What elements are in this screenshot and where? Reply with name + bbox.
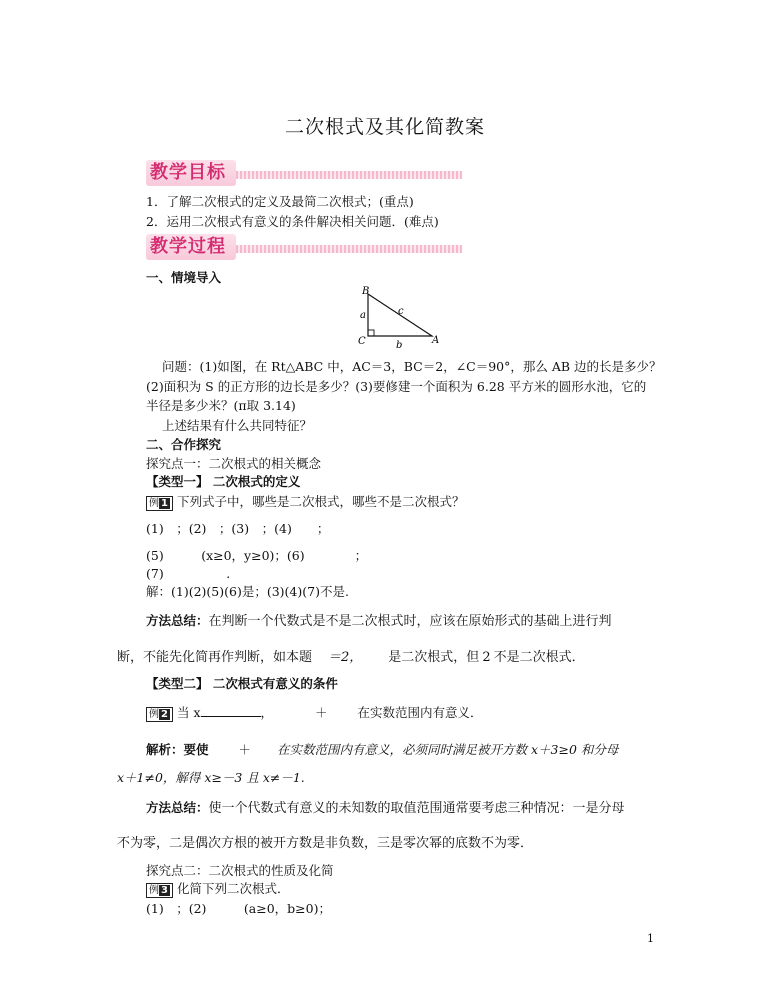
example-1: 例 1 下列式子中，哪些是二次根式，哪些不是二次根式？	[146, 492, 464, 511]
goal-item: 1．了解二次根式的定义及最简二次根式；(重点)	[146, 194, 414, 209]
type-heading: 【类型二】 二次根式有意义的条件	[146, 676, 338, 691]
method-summary: 方法总结：在判断一个代数式是不是二次根式时，应该在原始形式的基础上进行判	[146, 613, 612, 629]
explore-point: 探究点二：二次根式的性质及化简	[146, 863, 334, 878]
banner-stripe	[232, 245, 462, 253]
question-text: 上述结果有什么共同特征？	[162, 418, 313, 433]
example-badge: 例 2	[146, 707, 173, 722]
page-title: 二次根式及其化简教案	[284, 116, 485, 138]
example-2: 例 2 当 x ， ＋ 在实数范围内有意义．	[146, 703, 483, 722]
banner-label: 教学目标	[146, 160, 236, 186]
banner-stripe	[232, 171, 462, 179]
vertex-label-b: B	[362, 286, 370, 297]
method-summary-cont: 不为零，二是偶次方根的被开方数是非负数，三是零次幂的底数不为零．	[117, 836, 534, 851]
section-banner-goals	[146, 160, 462, 186]
right-angle-mark	[368, 330, 374, 336]
section-heading: 一、情境导入	[146, 270, 222, 285]
example-items: (7) .	[146, 566, 231, 581]
answer-text: 解：(1)(2)(5)(6)是；(3)(4)(7)不是.	[146, 584, 349, 599]
page-number: 1	[647, 932, 654, 945]
answer-blank	[201, 705, 261, 717]
type-heading: 【类型一】 二次根式的定义	[146, 474, 301, 489]
goal-item: 2．运用二次根式有意义的条件解决相关问题．(难点)	[146, 214, 439, 229]
analysis-text-cont: x＋1≠0，解得 x≥－3 且 x≠－1.	[117, 770, 305, 785]
method-summary-cont: 断，不能先化简再作判断，如本题 ＝2， 是二次根式，但 2 不是二次根式．	[117, 650, 585, 665]
problem-text: 问题：(1)如图，在 Rt△ABC 中，AC＝3，BC＝2，∠C＝90°，那么 AB 边的长是多少？	[162, 359, 662, 374]
analysis-text: 解析：要使 ＋ 在实数范围内有意义，必须同时满足被开方数 x＋3≥0 和分母	[146, 742, 619, 757]
section-heading: 二、合作探究	[146, 437, 222, 452]
side-label-a: a	[360, 310, 366, 321]
banner-label: 教学过程	[146, 234, 236, 260]
problem-text: 半径是多少米？(π取 3.14)	[146, 398, 296, 413]
method-summary: 方法总结：使一个代数式有意义的未知数的取值范围通常要考虑三种情况：一是分母	[146, 800, 625, 816]
side-label-b: b	[396, 340, 403, 350]
example-items: (1) ；(2) (a≥0，b≥0)；	[146, 901, 331, 916]
section-banner-process	[146, 234, 462, 260]
side-label-c: c	[398, 306, 404, 317]
example-badge: 例 1	[146, 496, 173, 511]
example-3: 例 3 化简下列二次根式．	[146, 879, 289, 898]
explore-point: 探究点一：二次根式的相关概念	[146, 456, 322, 471]
example-items: (1) ；(2) ；(3) ；(4) ；	[146, 521, 330, 536]
example-badge: 例 3	[146, 883, 173, 898]
vertex-label-c: C	[358, 336, 366, 347]
problem-text: (2)面积为 S 的正方形的边长是多少？(3)要修建一个面积为 6.28 平方米的圆形水池，它的	[146, 379, 647, 394]
triangle-diagram	[352, 284, 452, 350]
vertex-label-a: A	[432, 335, 440, 346]
example-items: (5) (x≥0，y≥0)；(6) ；	[146, 548, 368, 563]
